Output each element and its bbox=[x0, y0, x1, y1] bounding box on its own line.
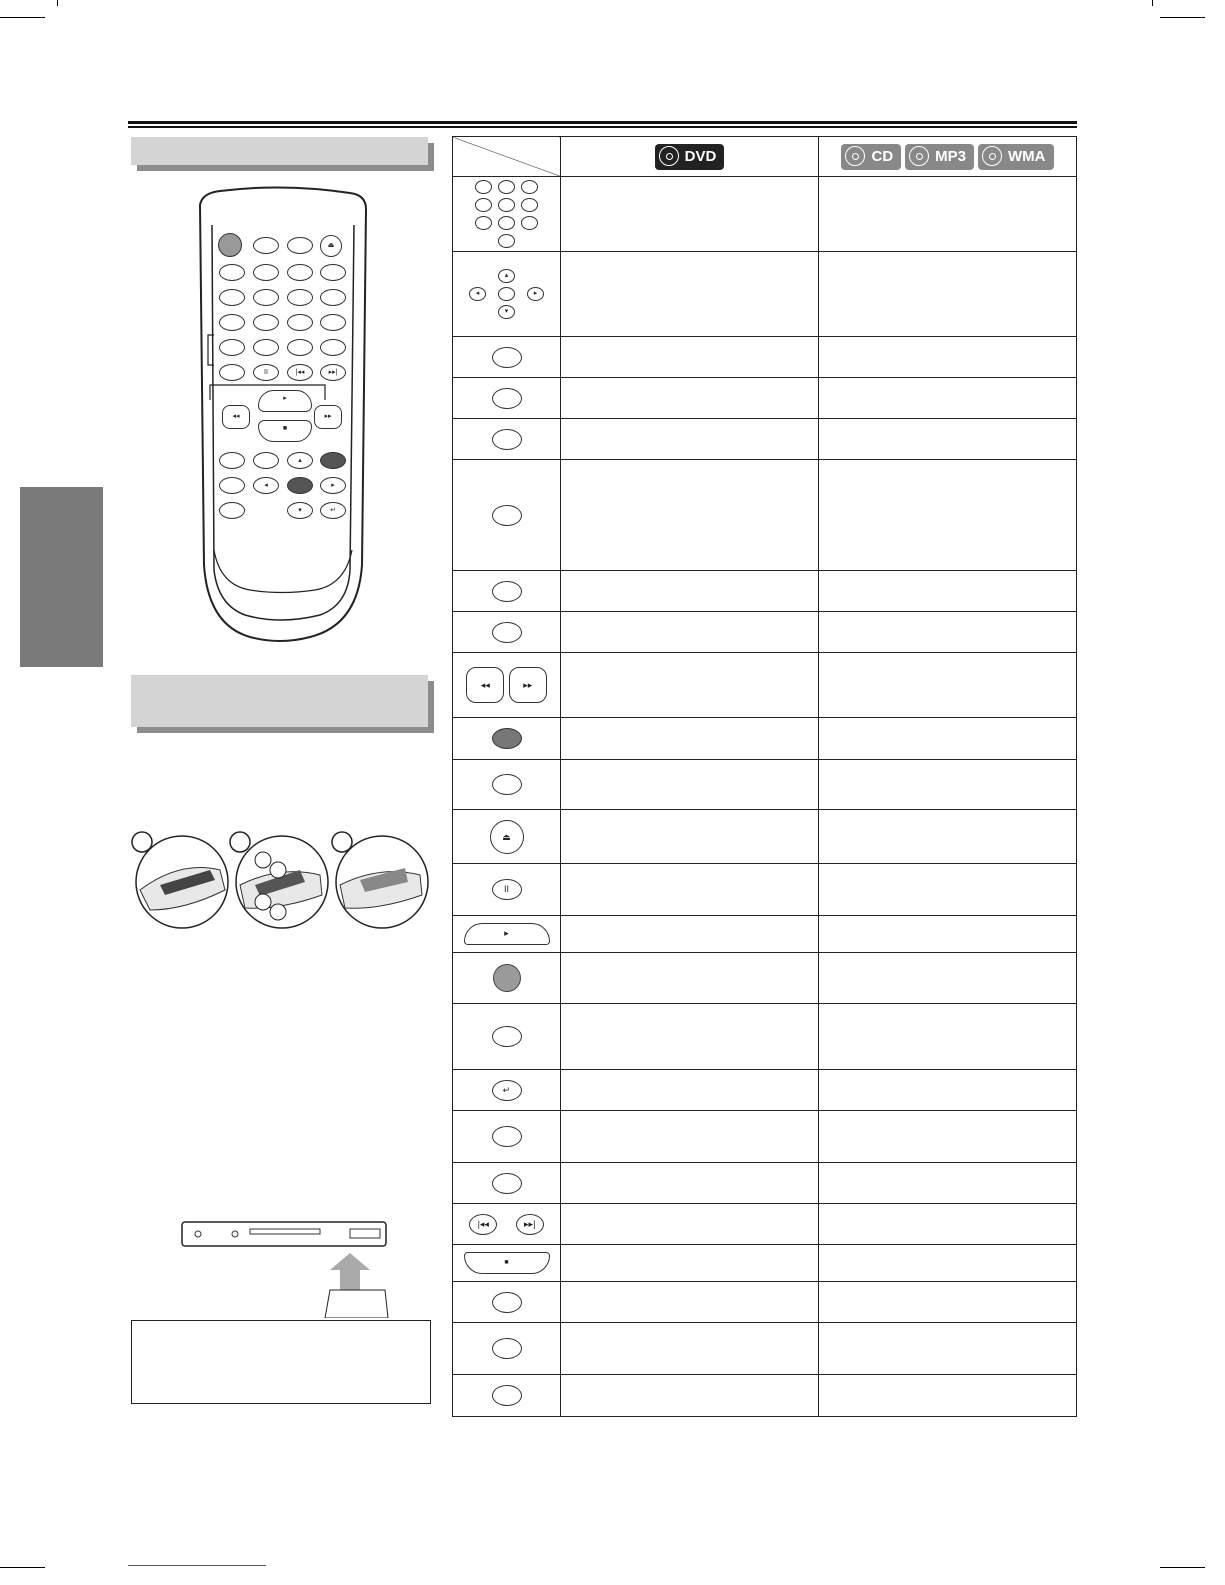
cd-cell bbox=[819, 571, 1077, 612]
button-cell bbox=[453, 953, 561, 1004]
remote-control-illustration bbox=[190, 185, 375, 650]
dvd-cell bbox=[561, 1070, 819, 1111]
cd-cell bbox=[819, 337, 1077, 378]
number-button bbox=[475, 216, 492, 230]
remote-button bbox=[253, 237, 279, 254]
crop-mark bbox=[57, 0, 58, 6]
wma-logo: WMA bbox=[978, 144, 1054, 170]
button-cell bbox=[453, 571, 561, 612]
button-cell bbox=[453, 1004, 561, 1070]
disc-icon bbox=[909, 146, 929, 166]
table-row bbox=[453, 1204, 1077, 1245]
cd-cell bbox=[819, 1204, 1077, 1245]
skip-forward-icon: ▸▸| bbox=[328, 369, 338, 376]
remote-button bbox=[320, 289, 346, 306]
crop-mark bbox=[0, 1567, 45, 1568]
arrow-down-icon: ▾ bbox=[298, 507, 302, 514]
table-row bbox=[453, 1375, 1077, 1417]
remote-button bbox=[287, 237, 313, 254]
remote-button bbox=[320, 339, 346, 356]
table-row bbox=[453, 378, 1077, 419]
number-button bbox=[475, 198, 492, 212]
remote-left-button bbox=[253, 477, 279, 494]
pause-icon: II bbox=[264, 369, 268, 376]
oval-button-icon bbox=[492, 1173, 522, 1194]
oval-button-icon bbox=[492, 1126, 522, 1147]
arrow-left-icon: ◂ bbox=[469, 287, 486, 301]
remote-button bbox=[253, 264, 279, 281]
table-row bbox=[453, 460, 1077, 571]
crop-mark bbox=[1152, 0, 1153, 6]
number-button bbox=[498, 180, 515, 194]
player-remote-illustration bbox=[180, 1218, 390, 1318]
oval-button-icon bbox=[492, 774, 522, 795]
play-icon: ▸ bbox=[464, 923, 550, 945]
remote-function-table bbox=[452, 136, 1077, 1417]
cd-mp3-wma-column-header bbox=[819, 137, 1077, 177]
button-cell bbox=[453, 460, 561, 571]
cd-cell bbox=[819, 1163, 1077, 1204]
remote-play-button bbox=[258, 390, 312, 412]
disc-icon bbox=[845, 146, 865, 166]
enter-icon bbox=[492, 728, 522, 749]
cd-cell bbox=[819, 810, 1077, 864]
number-button bbox=[498, 234, 515, 248]
number-button bbox=[521, 180, 538, 194]
table-row bbox=[453, 337, 1077, 378]
remote-button bbox=[219, 289, 245, 306]
cd-cell bbox=[819, 1375, 1077, 1417]
table-row bbox=[453, 252, 1077, 337]
skip-buttons-cell bbox=[453, 1204, 561, 1245]
stop-icon: ■ bbox=[282, 425, 288, 432]
dvd-cell bbox=[561, 612, 819, 653]
dvd-cell bbox=[561, 419, 819, 460]
cd-cell bbox=[819, 760, 1077, 810]
number-button bbox=[498, 198, 515, 212]
remote-up-button bbox=[287, 452, 313, 469]
arrow-left-icon: ◂ bbox=[264, 482, 268, 489]
remote-button bbox=[287, 339, 313, 356]
table-row bbox=[453, 916, 1077, 953]
remote-button bbox=[219, 314, 245, 331]
button-cell bbox=[453, 1163, 561, 1204]
table-header-row bbox=[453, 137, 1077, 177]
arrow-down-icon: ▾ bbox=[498, 305, 515, 319]
remote-right-button bbox=[320, 477, 346, 494]
remote-button bbox=[320, 314, 346, 331]
remote-button bbox=[253, 289, 279, 306]
oval-button-icon bbox=[492, 581, 522, 602]
table-row bbox=[453, 1111, 1077, 1163]
remote-button bbox=[219, 339, 245, 356]
remote-power-button bbox=[218, 233, 242, 257]
remote-return-button bbox=[320, 502, 346, 519]
dvd-cell bbox=[561, 760, 819, 810]
button-cell bbox=[453, 1245, 561, 1282]
dvd-cell bbox=[561, 1245, 819, 1282]
rewind-icon: ◂◂ bbox=[466, 667, 504, 703]
dvd-cell bbox=[561, 1111, 819, 1163]
button-cell bbox=[453, 419, 561, 460]
table-row bbox=[453, 1282, 1077, 1323]
dvd-cell bbox=[561, 177, 819, 252]
crop-mark bbox=[0, 17, 45, 18]
table-row bbox=[453, 1245, 1077, 1282]
crop-mark bbox=[1160, 17, 1205, 18]
cd-cell bbox=[819, 177, 1077, 252]
oval-button-icon bbox=[492, 622, 522, 643]
button-cell bbox=[453, 1111, 561, 1163]
table-row bbox=[453, 1323, 1077, 1375]
cd-cell bbox=[819, 419, 1077, 460]
remote-button bbox=[287, 264, 313, 281]
cd-cell bbox=[819, 1111, 1077, 1163]
remote-fast-forward-button bbox=[314, 405, 342, 429]
remote-button bbox=[287, 289, 313, 306]
dvd-cell bbox=[561, 953, 819, 1004]
dvd-cell bbox=[561, 1323, 819, 1375]
oval-button-icon bbox=[492, 429, 522, 450]
dvd-cell bbox=[561, 1204, 819, 1245]
remote-enter-button bbox=[287, 477, 313, 494]
skip-forward-icon: ▸▸| bbox=[516, 1214, 544, 1235]
dvd-cell bbox=[561, 252, 819, 337]
button-cell bbox=[453, 864, 561, 916]
header-rule bbox=[128, 121, 1077, 124]
skip-back-icon: |◂◂ bbox=[295, 369, 305, 376]
oval-button-icon bbox=[492, 347, 522, 368]
oval-button-icon bbox=[492, 1292, 522, 1313]
arrow-right-icon: ▸ bbox=[331, 482, 335, 489]
disc-icon bbox=[982, 146, 1002, 166]
button-cell bbox=[453, 1323, 561, 1375]
footer-line bbox=[128, 1565, 266, 1566]
remote-button bbox=[219, 452, 245, 469]
eject-icon: ⏏ bbox=[490, 820, 524, 854]
button-cell bbox=[453, 760, 561, 810]
table-row bbox=[453, 1070, 1077, 1111]
oval-button-icon bbox=[492, 388, 522, 409]
remote-section-header bbox=[131, 137, 428, 165]
number-button bbox=[475, 180, 492, 194]
cd-cell bbox=[819, 612, 1077, 653]
cd-cell bbox=[819, 953, 1077, 1004]
return-icon: ↵ bbox=[492, 1080, 522, 1101]
dvd-cell bbox=[561, 1282, 819, 1323]
remote-button bbox=[253, 452, 279, 469]
arrow-up-icon: ▴ bbox=[298, 457, 302, 464]
dvd-column-header bbox=[561, 137, 819, 177]
remote-rewind-button bbox=[222, 405, 250, 429]
table-row bbox=[453, 612, 1077, 653]
cd-cell bbox=[819, 653, 1077, 718]
dvd-cell bbox=[561, 378, 819, 419]
remote-button bbox=[219, 264, 245, 281]
play-icon: ▸ bbox=[283, 395, 287, 402]
remote-eject-button bbox=[320, 235, 342, 257]
button-cell bbox=[453, 1375, 561, 1417]
return-icon: ↵ bbox=[330, 507, 336, 514]
dvd-cell bbox=[561, 810, 819, 864]
button-cell bbox=[453, 337, 561, 378]
fast-forward-icon: ▸▸ bbox=[324, 413, 332, 420]
pause-icon: II bbox=[492, 879, 522, 900]
header-rule bbox=[128, 126, 1077, 128]
battery-section-header bbox=[131, 675, 428, 727]
cd-cell bbox=[819, 1282, 1077, 1323]
dvd-cell bbox=[561, 718, 819, 760]
dvd-cell bbox=[561, 864, 819, 916]
cd-cell bbox=[819, 916, 1077, 953]
table-row bbox=[453, 177, 1077, 252]
remote-button bbox=[320, 264, 346, 281]
skip-back-icon: |◂◂ bbox=[469, 1214, 497, 1235]
cd-cell bbox=[819, 1323, 1077, 1375]
dvd-cell bbox=[561, 571, 819, 612]
button-cell bbox=[453, 378, 561, 419]
button-cell bbox=[453, 810, 561, 864]
cd-cell bbox=[819, 864, 1077, 916]
oval-button-icon bbox=[492, 1026, 522, 1047]
remote-button bbox=[219, 477, 245, 494]
search-buttons-cell bbox=[453, 653, 561, 718]
button-cell bbox=[453, 718, 561, 760]
side-section-tab bbox=[20, 487, 103, 667]
crop-mark bbox=[1160, 1567, 1205, 1568]
dvd-cell bbox=[561, 1004, 819, 1070]
cd-cell bbox=[819, 1070, 1077, 1111]
oval-button-icon bbox=[492, 1338, 522, 1359]
cd-cell bbox=[819, 252, 1077, 337]
battery-install-illustration bbox=[130, 830, 430, 930]
button-cell bbox=[453, 1070, 561, 1111]
cd-cell bbox=[819, 460, 1077, 571]
dvd-cell bbox=[561, 337, 819, 378]
table-row bbox=[453, 1163, 1077, 1204]
remote-button bbox=[219, 364, 245, 381]
arrow-right-icon: ▸ bbox=[527, 287, 544, 301]
remote-stop-button bbox=[258, 420, 312, 442]
remote-pause-button bbox=[253, 364, 279, 381]
dvd-cell bbox=[561, 1375, 819, 1417]
table-row bbox=[453, 571, 1077, 612]
number-button bbox=[521, 216, 538, 230]
remote-skip-forward-button bbox=[320, 364, 346, 381]
enter-icon bbox=[498, 287, 515, 301]
cursor-buttons-cell bbox=[453, 252, 561, 337]
table-row bbox=[453, 1004, 1077, 1070]
remote-button bbox=[320, 452, 346, 469]
table-row bbox=[453, 419, 1077, 460]
arrow-up-icon: ▴ bbox=[498, 269, 515, 283]
oval-button-icon bbox=[492, 505, 522, 526]
number-button bbox=[521, 198, 538, 212]
button-cell bbox=[453, 916, 561, 953]
cd-cell bbox=[819, 1245, 1077, 1282]
rewind-icon: ◂◂ bbox=[232, 413, 240, 420]
dvd-logo: DVD bbox=[655, 144, 725, 170]
remote-button bbox=[219, 502, 245, 519]
button-cell bbox=[453, 1282, 561, 1323]
number-buttons-cell bbox=[453, 177, 561, 252]
disc-icon bbox=[659, 146, 679, 166]
oval-button-icon bbox=[492, 1385, 522, 1406]
dvd-cell bbox=[561, 653, 819, 718]
cd-cell bbox=[819, 378, 1077, 419]
cd-cell bbox=[819, 1004, 1077, 1070]
cd-logo: CD bbox=[841, 144, 901, 170]
note-box bbox=[131, 1320, 431, 1404]
table-row bbox=[453, 653, 1077, 718]
mp3-logo: MP3 bbox=[905, 144, 974, 170]
dvd-cell bbox=[561, 916, 819, 953]
remote-down-button bbox=[287, 502, 313, 519]
remote-skip-back-button bbox=[287, 364, 313, 381]
table-corner-cell bbox=[453, 137, 561, 177]
remote-button bbox=[287, 314, 313, 331]
table-row bbox=[453, 953, 1077, 1004]
fast-forward-icon: ▸▸ bbox=[509, 667, 547, 703]
dvd-cell bbox=[561, 1163, 819, 1204]
remote-button bbox=[253, 339, 279, 356]
power-icon bbox=[493, 964, 521, 992]
table-row bbox=[453, 718, 1077, 760]
table-row bbox=[453, 810, 1077, 864]
cd-cell bbox=[819, 718, 1077, 760]
table-row bbox=[453, 760, 1077, 810]
table-row bbox=[453, 864, 1077, 916]
button-cell bbox=[453, 612, 561, 653]
remote-button bbox=[253, 314, 279, 331]
stop-icon: ■ bbox=[464, 1252, 550, 1274]
eject-icon: ⏏ bbox=[327, 242, 335, 249]
dvd-cell bbox=[561, 460, 819, 571]
number-button bbox=[498, 216, 515, 230]
